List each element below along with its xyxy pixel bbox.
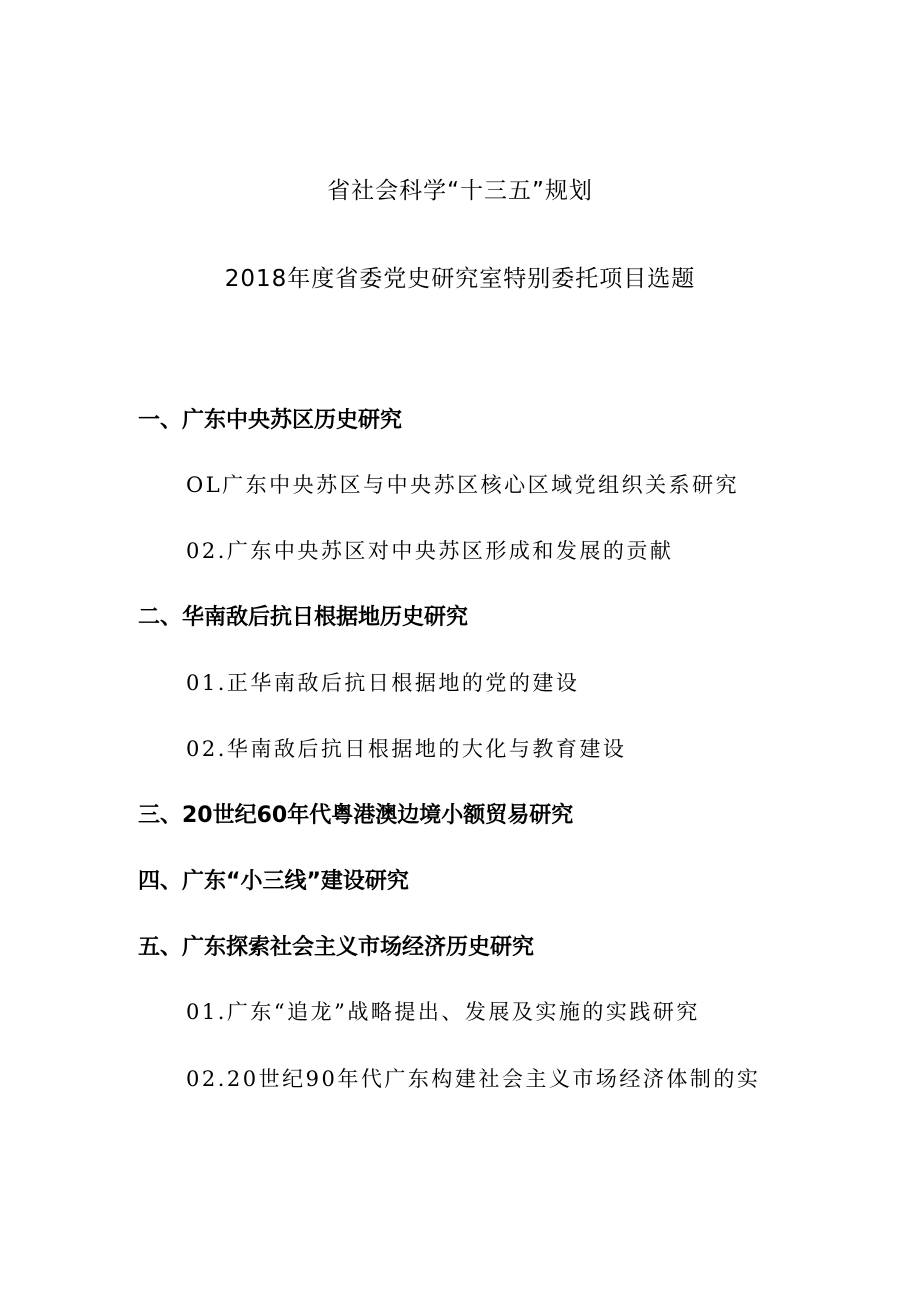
- section-5-item-2: 02.20世纪90年代广东构建社会主义市场经济体制的实: [186, 1067, 761, 1091]
- section-5-item-1: 01.广东“追龙”战略提出、发展及实施的实践研究: [186, 1000, 700, 1024]
- section-2-item-1: 01.正华南敌后抗日根据地的党的建设: [186, 671, 580, 695]
- section-heading-4: 四、广东“小三线”建设研究: [138, 869, 409, 894]
- section-1-item-1: OL广东中央苏区与中央苏区核心区域党组织关系研究: [186, 473, 740, 497]
- section-heading-1: 一、广东中央苏区历史研究: [138, 408, 403, 433]
- document-title-line-1: 省社会科学“十三五”规划: [327, 178, 593, 204]
- section-heading-5: 五、广东探索社会主义市场经济历史研究: [138, 935, 535, 960]
- section-heading-3: 三、20世纪60年代粤港澳边境小额贸易研究: [138, 803, 574, 828]
- document-title-line-2: 2018年度省委党史研究室特别委托项目选题: [224, 266, 696, 292]
- section-2-item-2: 02.华南敌后抗日根据地的大化与教育建设: [186, 737, 627, 761]
- section-1-item-2: 02.广东中央苏区对中央苏区形成和发展的贡献: [186, 539, 674, 563]
- section-heading-2: 二、华南敌后抗日根据地历史研究: [138, 605, 469, 630]
